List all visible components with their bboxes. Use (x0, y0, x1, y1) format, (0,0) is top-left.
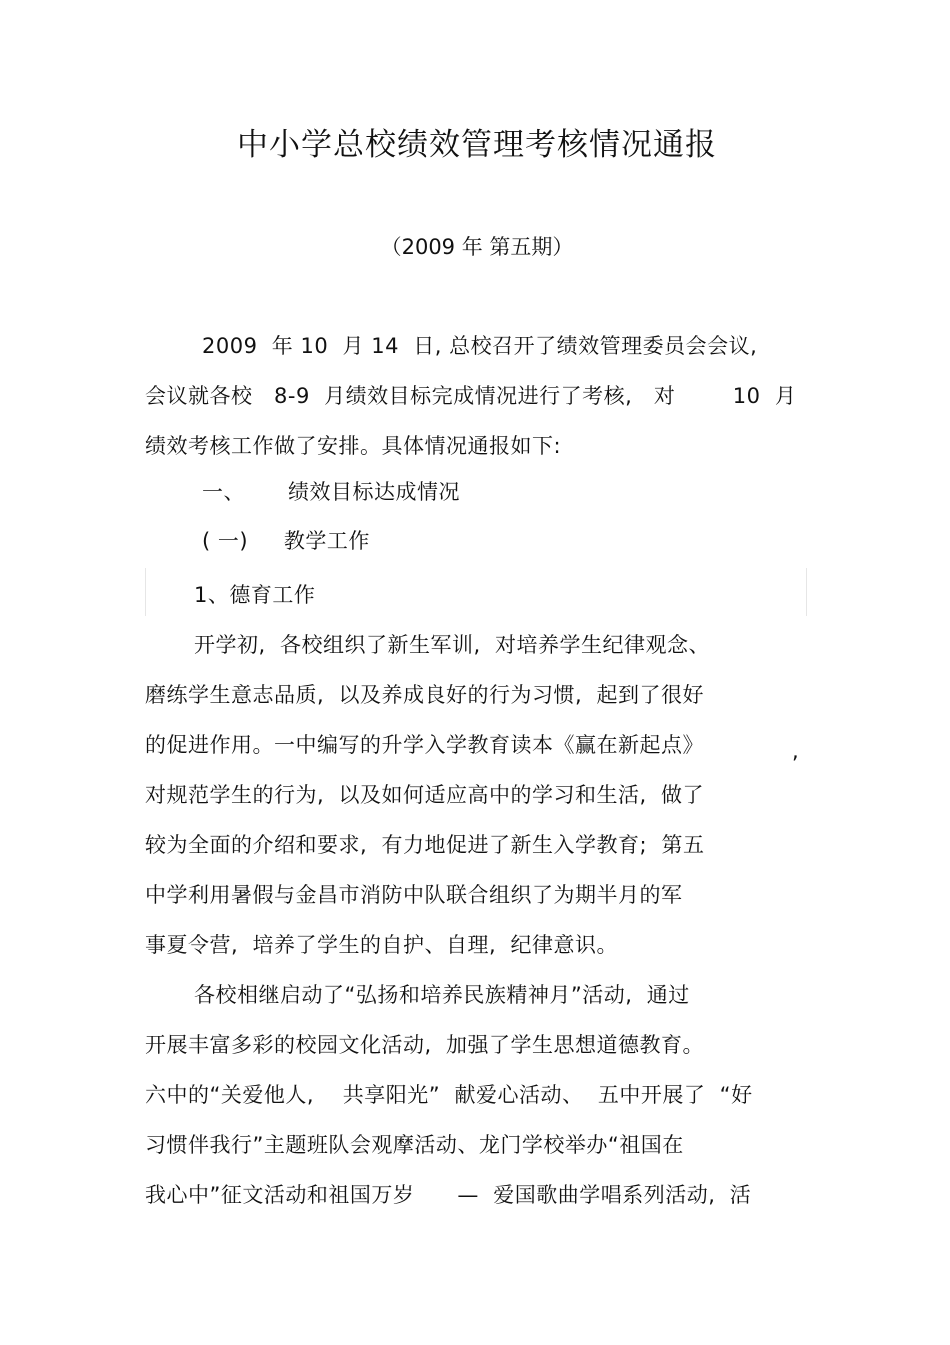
paragraph-line: 对规范学生的行为, 以及如何适应高中的学习和生活, 做了 (145, 783, 705, 807)
right-divider (806, 568, 807, 616)
paragraph-line: 中学利用暑假与金昌市消防中队联合组织了为期半月的军 (145, 883, 683, 907)
paragraph-line: 磨练学生意志品质, 以及养成良好的行为习惯, 起到了很好 (145, 683, 705, 707)
paragraph-line: 较为全面的介绍和要求, 有力地促进了新生入学教育; 第五 (145, 833, 705, 857)
document-title: 中小学总校绩效管理考核情况通报 (237, 127, 717, 163)
paragraph-punctuation: , (792, 739, 800, 763)
paragraph-line: 开展丰富多彩的校园文化活动, 加强了学生思想道德教育。 (145, 1033, 705, 1057)
paragraph-line: 事夏令营, 培养了学生的自护、自理, 纪律意识。 (145, 933, 619, 957)
item-heading: 1、德育工作 (194, 583, 316, 607)
paragraph-line: 的促进作用。一中编写的升学入学教育读本《赢在新起点》 (145, 733, 704, 757)
issue-number: （2009 年 第五期） (380, 235, 574, 259)
intro-line: 绩效考核工作做了安排。具体情况通报如下: (145, 434, 562, 458)
paragraph-line: 开学初, 各校组织了新生军训, 对培养学生纪律观念、 (194, 633, 711, 657)
paragraph-line: 各校相继启动了“弘扬和培养民族精神月”活动, 通过 (194, 983, 690, 1007)
paragraph-line: 六中的“关爱他人, 共享阳光” 献爱心活动、 五中开展了 “好 (145, 1083, 753, 1107)
left-divider (145, 568, 146, 616)
subsection-heading: ( 一) 教学工作 (202, 529, 370, 553)
intro-line: 会议就各校 8-9 月绩效目标完成情况进行了考核, 对 10 月 (145, 384, 797, 408)
paragraph-line: 习惯伴我行”主题班队会观摩活动、龙门学校举办“祖国在 (145, 1133, 684, 1157)
section-heading: 一、 绩效目标达成情况 (202, 480, 461, 504)
intro-line: 2009 年 10 月 14 日, 总校召开了绩效管理委员会会议, (202, 334, 758, 358)
paragraph-line: 我心中”征文活动和祖国万岁 — 爱国歌曲学唱系列活动, 活 (145, 1183, 752, 1207)
